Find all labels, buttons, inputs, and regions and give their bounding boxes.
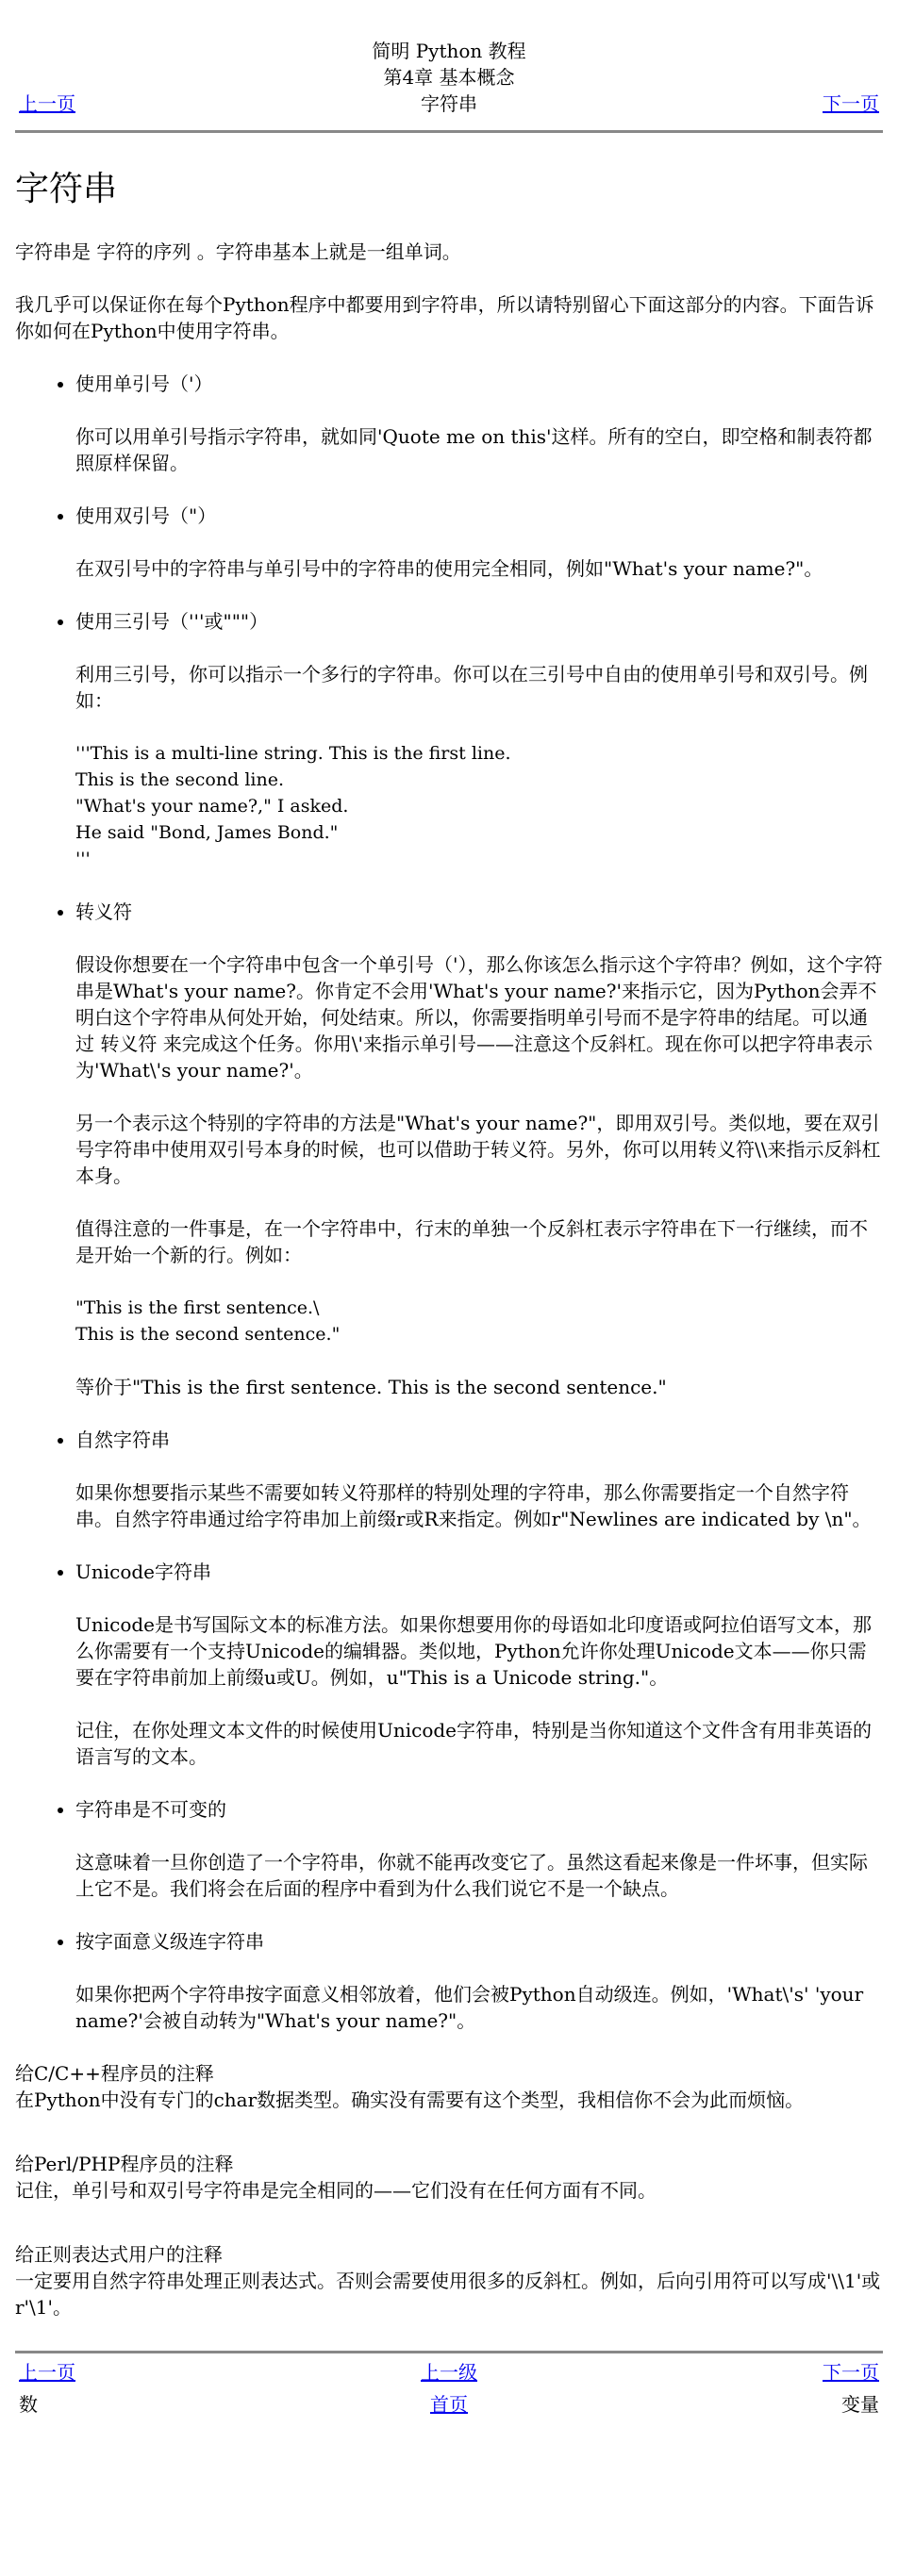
list-item [75,1559,883,1770]
item-paragraph: 假设你想要在一个字符串中包含一个单引号（'），那么你该怎么指示这个字符串？例如，这个字符串是What's your name?。你肯定不会用'What's your name?'来指示它，因为Python会弄不明白这个字符串从何处开始，何处结束。所以，你需要指明单引号而不是字符串的结尾。可以通过 转义符 来完成这个任务。你用\'来指示单引号——注意这个反斜杠。现在你可以把字符串表示为'What\'s your name?'。 [75,953,883,1082]
note-body: 在Python中没有专门的char数据类型。确实没有需要有这个类型，我相信你不会为此而烦恼。 [15,2089,805,2111]
note-title: 给C/C++程序员的注释 [15,2062,214,2085]
item-paragraph: 值得注意的一件事是，在一个字符串中，行末的单独一个反斜杠表示字符串在下一行继续，而不是开始一个新的行。例如： [75,1217,868,1266]
list-item [75,1928,883,2034]
item-paragraph: Unicode是书写国际文本的标准方法。如果你想要用你的母语如北印度语或阿拉伯语写文本，那么你需要有一个支持Unicode的编辑器。类似地，Python允许你处理Unicode文本——你只需要在字符串前加上前缀u或U。例如，u"This is a Unicode string."。 [75,1613,873,1689]
item-title: • 转义符 [75,900,132,923]
intro-paragraph-1: 字符串是 字符的序列 。字符串基本上就是一组单词。 [15,240,461,263]
item-title: • 使用双引号（"） [75,504,217,527]
nav-footer-row-links [15,2359,883,2386]
prev-page-link[interactable]: 上一页 [19,92,75,115]
item-paragraph: 如果你想要指示某些不需要如转义符那样的特别处理的字符串，那么你需要指定一个自然字符串。自然字符串通过给字符串加上前缀r或R来指定。例如r"Newlines are indicated by \n"。 [75,1481,872,1530]
item-paragraph: 如果你把两个字符串按字面意义相邻放着，他们会被Python自动级连。例如，'What\'s' 'your name?'会被自动转为"What's your name?"。 [75,1983,864,2032]
book-title: 简明 Python 教程 [372,40,526,62]
item-title: • 自然字符串 [75,1428,170,1451]
item-title: • 使用单引号（'） [75,372,213,395]
note-title: 给正则表达式用户的注释 [15,2243,223,2266]
string-topics-list [15,371,883,2034]
footer-prev-link[interactable]: 上一页 [19,2361,75,2384]
list-item [75,608,883,872]
footer-prev-title: 数 [19,2393,38,2416]
footer-next-title: 变量 [841,2393,879,2416]
intro-paragraph-2: 我几乎可以保证你在每个Python程序中都要用到字符串，所以请特别留心下面这部分的内容。下面告诉你如何在Python中使用字符串。 [15,293,874,342]
item-title: • Unicode字符串 [75,1560,212,1583]
item-paragraph: 等价于"This is the first sentence. This is the second sentence." [75,1376,667,1398]
list-item [75,371,883,476]
list-item [75,1796,883,1902]
footer-divider [15,2351,883,2353]
footer-next-link[interactable]: 下一页 [823,2361,879,2384]
page-title: 字符串 [15,170,118,208]
code-example: '''This is a multi-line string. This is the first line. This is the second line. "What's your name?," I asked. He said "Bond, James Bond." ''' [75,743,511,869]
item-paragraph: 利用三引号，你可以指示一个多行的字符串。你可以在三引号中自由的使用单引号和双引号。例如： [75,663,868,712]
item-title: • 按字面意义级连字符串 [75,1930,264,1953]
item-paragraph: 你可以用单引号指示字符串，就如同'Quote me on this'这样。所有的空白，即空格和制表符都照原样保留。 [75,425,873,474]
current-section: 字符串 [421,92,477,115]
next-page-link[interactable]: 下一页 [823,92,879,115]
nav-header [15,0,883,133]
footer-up-link[interactable]: 上一级 [421,2361,477,2384]
nav-header-row [15,91,883,117]
item-title: • 字符串是不可变的 [75,1798,226,1821]
nav-footer [15,2351,883,2455]
chapter-title: 第4章 基本概念 [383,66,515,89]
main-content [15,169,883,2320]
list-item [75,503,883,582]
note-title: 给Perl/PHP程序员的注释 [15,2153,234,2175]
note-body: 一定要用自然字符串处理正则表达式。否则会需要使用很多的反斜杠。例如，后向引用符可以写成'\\1'或r'\1'。 [15,2270,881,2319]
note-c-cpp [15,2060,883,2113]
item-paragraph: 记住，在你处理文本文件的时候使用Unicode字符串，特别是当你知道这个文件含有用非英语的语言写的文本。 [75,1719,873,1768]
note-body: 记住，单引号和双引号字符串是完全相同的——它们没有在任何方面有不同。 [15,2179,657,2202]
note-regex [15,2241,883,2320]
item-paragraph: 在双引号中的字符串与单引号中的字符串的使用完全相同，例如"What's your name?"。 [75,557,823,580]
code-example: "This is the first sentence.\ This is the second sentence." [75,1297,341,1345]
nav-footer-row-titles [15,2391,883,2418]
header-divider [15,130,883,133]
list-item [75,899,883,1400]
footer-home-link[interactable]: 首页 [430,2393,468,2416]
item-title: • 使用三引号（'''或"""） [75,610,269,633]
note-perl-php [15,2151,883,2204]
list-item [75,1427,883,1532]
item-paragraph: 这意味着一旦你创造了一个字符串，你就不能再改变它了。虽然这看起来像是一件坏事，但实际上它不是。我们将会在后面的程序中看到为什么我们说它不是一个缺点。 [75,1851,868,1900]
item-paragraph: 另一个表示这个特别的字符串的方法是"What's your name?"，即用双引号。类似地，要在双引号字符串中使用双引号本身的时候，也可以借助于转义符。另外，你可以用转义符\\来指示反斜杠本身。 [75,1112,881,1187]
